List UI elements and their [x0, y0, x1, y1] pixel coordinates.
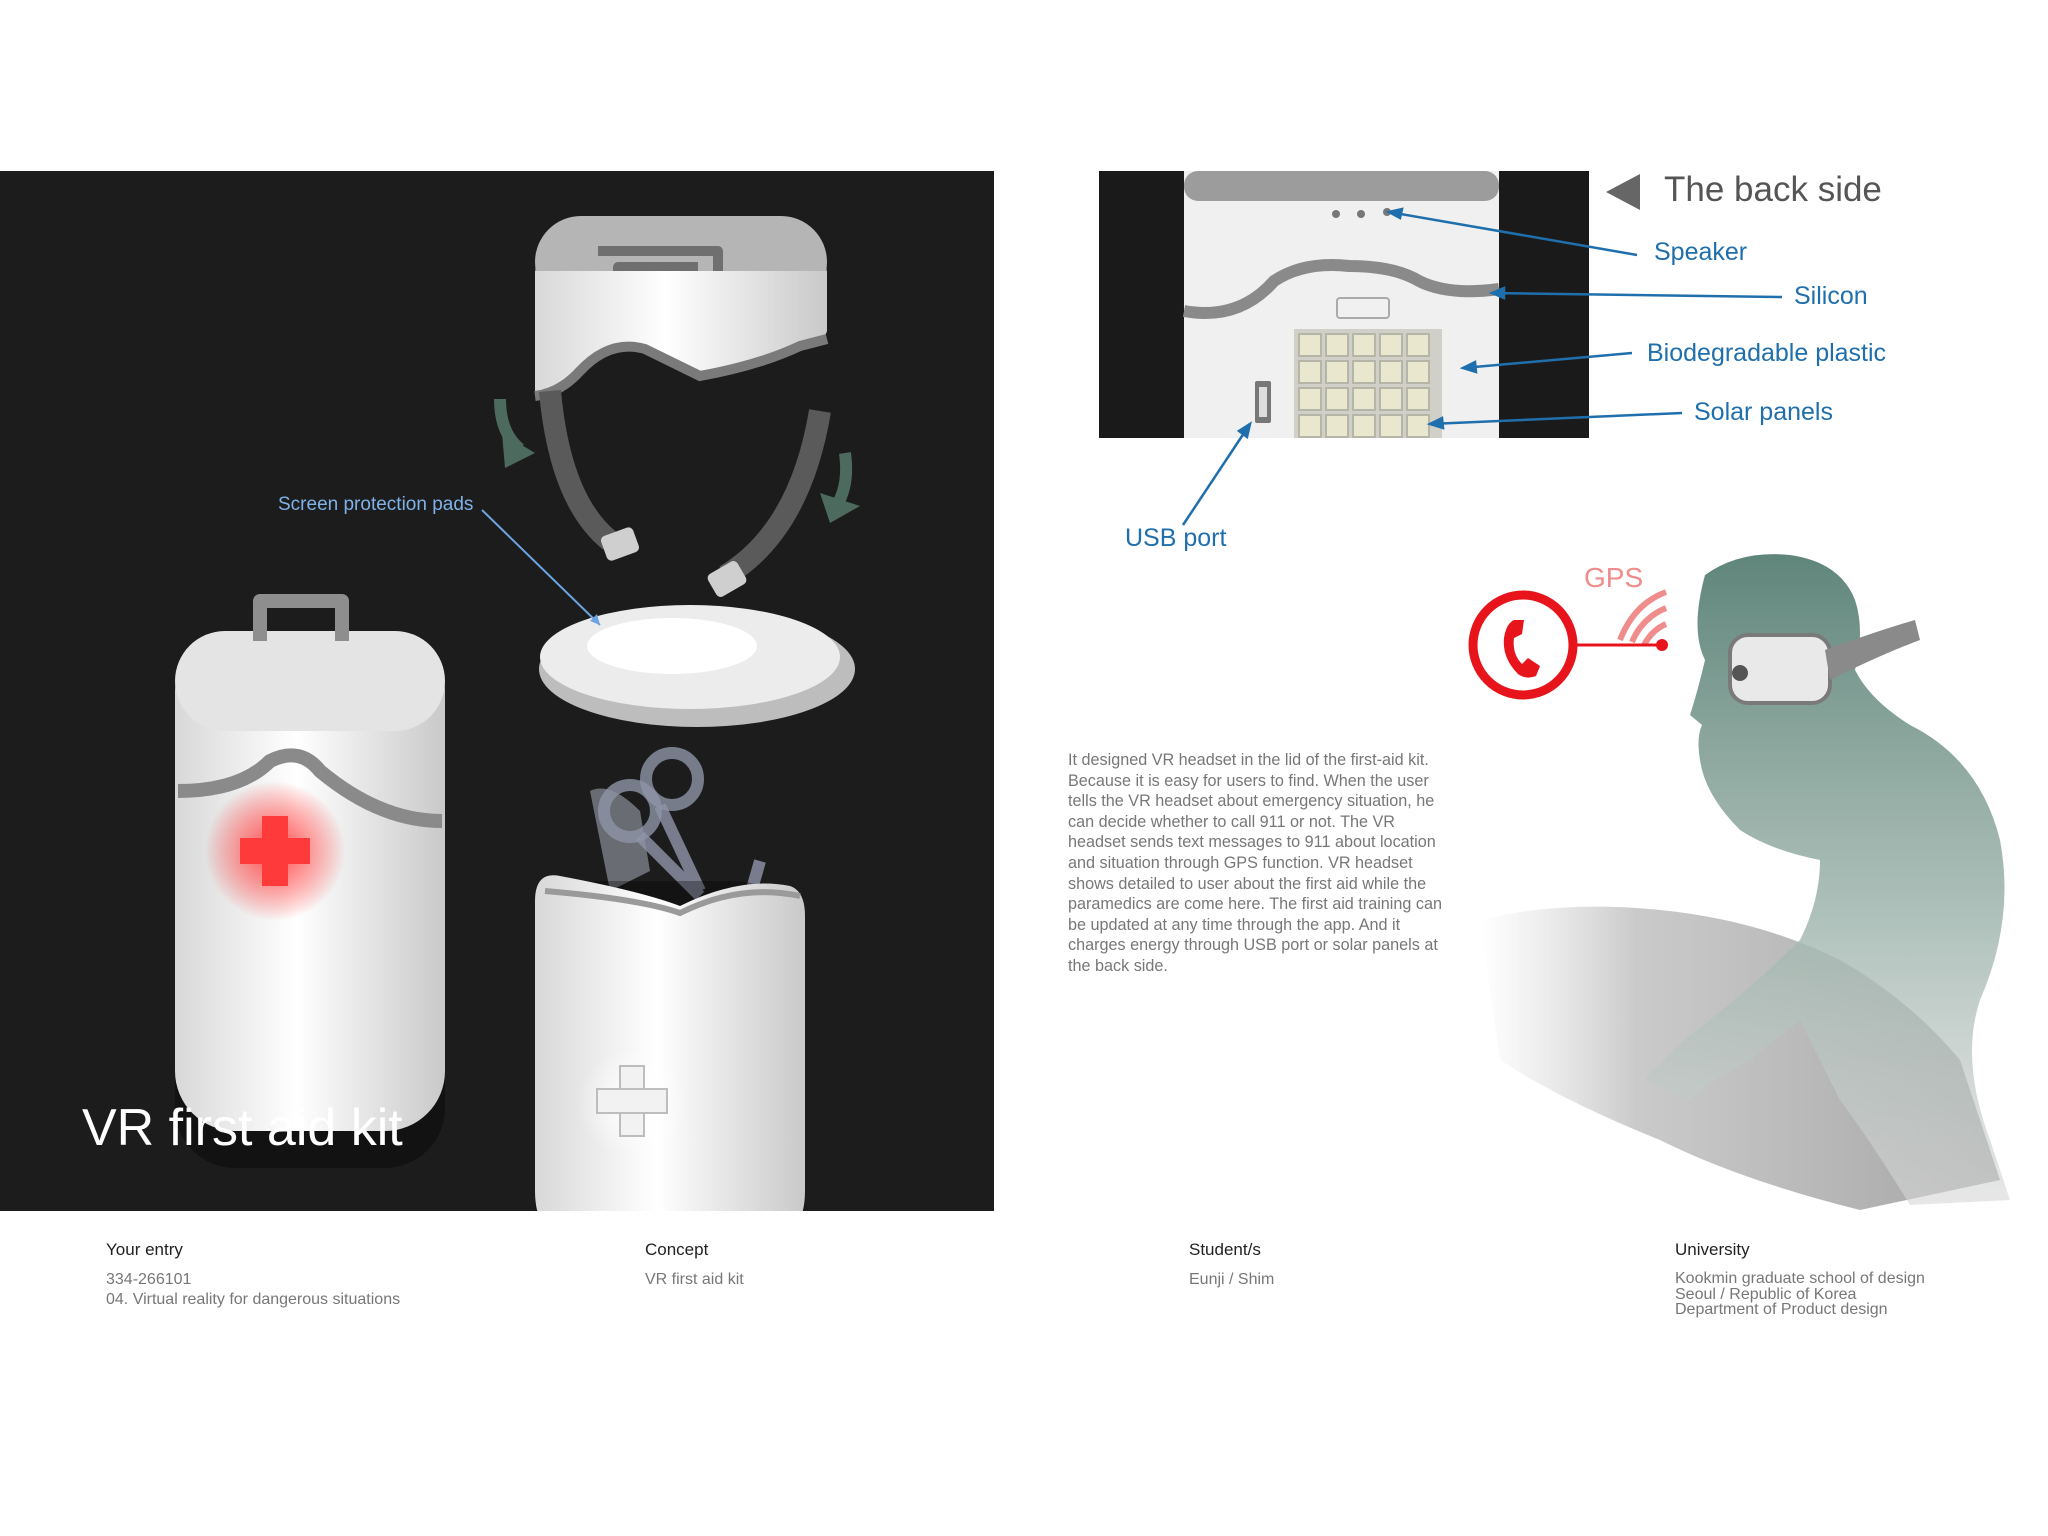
footer-students-heading: Student/s — [1189, 1240, 1261, 1259]
silicon-label: Silicon — [1794, 282, 1868, 310]
description-line: charges energy through USB port or solar panels at — [1068, 936, 1438, 955]
description-line: be updated at any time through the app. And it — [1068, 915, 1401, 934]
gps-label: GPS — [1584, 562, 1644, 593]
student-name: Eunji / Shim — [1189, 1271, 1275, 1288]
speaker-label: Speaker — [1654, 238, 1748, 266]
description-text — [1068, 750, 1468, 977]
usb-port-label: USB port — [1125, 524, 1227, 552]
phone-icon — [1473, 595, 1573, 695]
description-line: shows detailed to user about the first aid while the — [1068, 874, 1427, 893]
description-line: headset sends text messages to 911 about location — [1068, 833, 1436, 852]
description-line: can decide whether to call 911 or not. The VR — [1068, 812, 1395, 831]
back-side-title: The back side — [1664, 170, 1882, 209]
product-title: VR first aid kit — [82, 1099, 403, 1157]
screen-protection-pads-label: Screen protection pads — [278, 494, 474, 515]
solar-panels-label: Solar panels — [1694, 398, 1833, 426]
description-line: the back side. — [1068, 956, 1168, 975]
description-line: tells the VR headset about emergency situation, he — [1068, 792, 1435, 811]
description-line: Because it is easy for users to find. When the user — [1068, 771, 1429, 790]
biodegradable-plastic-label: Biodegradable plastic — [1647, 339, 1887, 367]
footer-university-heading: University — [1675, 1240, 1750, 1259]
footer-university-values — [1675, 1271, 1925, 1318]
footer-concept-heading: Concept — [645, 1240, 709, 1259]
footer-students-values — [1189, 1270, 1274, 1290]
description-line: paramedics are come here. The first aid training can — [1068, 895, 1442, 914]
footer-concept-values — [645, 1270, 744, 1290]
entry-category: 04. Virtual reality for dangerous situations — [106, 1291, 401, 1308]
concept-name: VR first aid kit — [645, 1271, 744, 1288]
university-location: Seoul / Republic of Korea — [1675, 1285, 1857, 1303]
description-line: and situation through GPS function. VR headset — [1068, 853, 1413, 872]
footer-entry-heading: Your entry — [106, 1240, 183, 1259]
gps-signal-icon — [1620, 592, 1666, 645]
university-name: Kookmin graduate school of design — [1675, 1270, 1925, 1287]
gps-call-graphic — [1466, 580, 1766, 710]
entry-number: 334-266101 — [106, 1271, 192, 1288]
university-department: Department of Product design — [1675, 1301, 1888, 1318]
description-line: It designed VR headset in the lid of the first-aid kit. — [1068, 751, 1429, 769]
footer-entry-values — [106, 1270, 400, 1310]
